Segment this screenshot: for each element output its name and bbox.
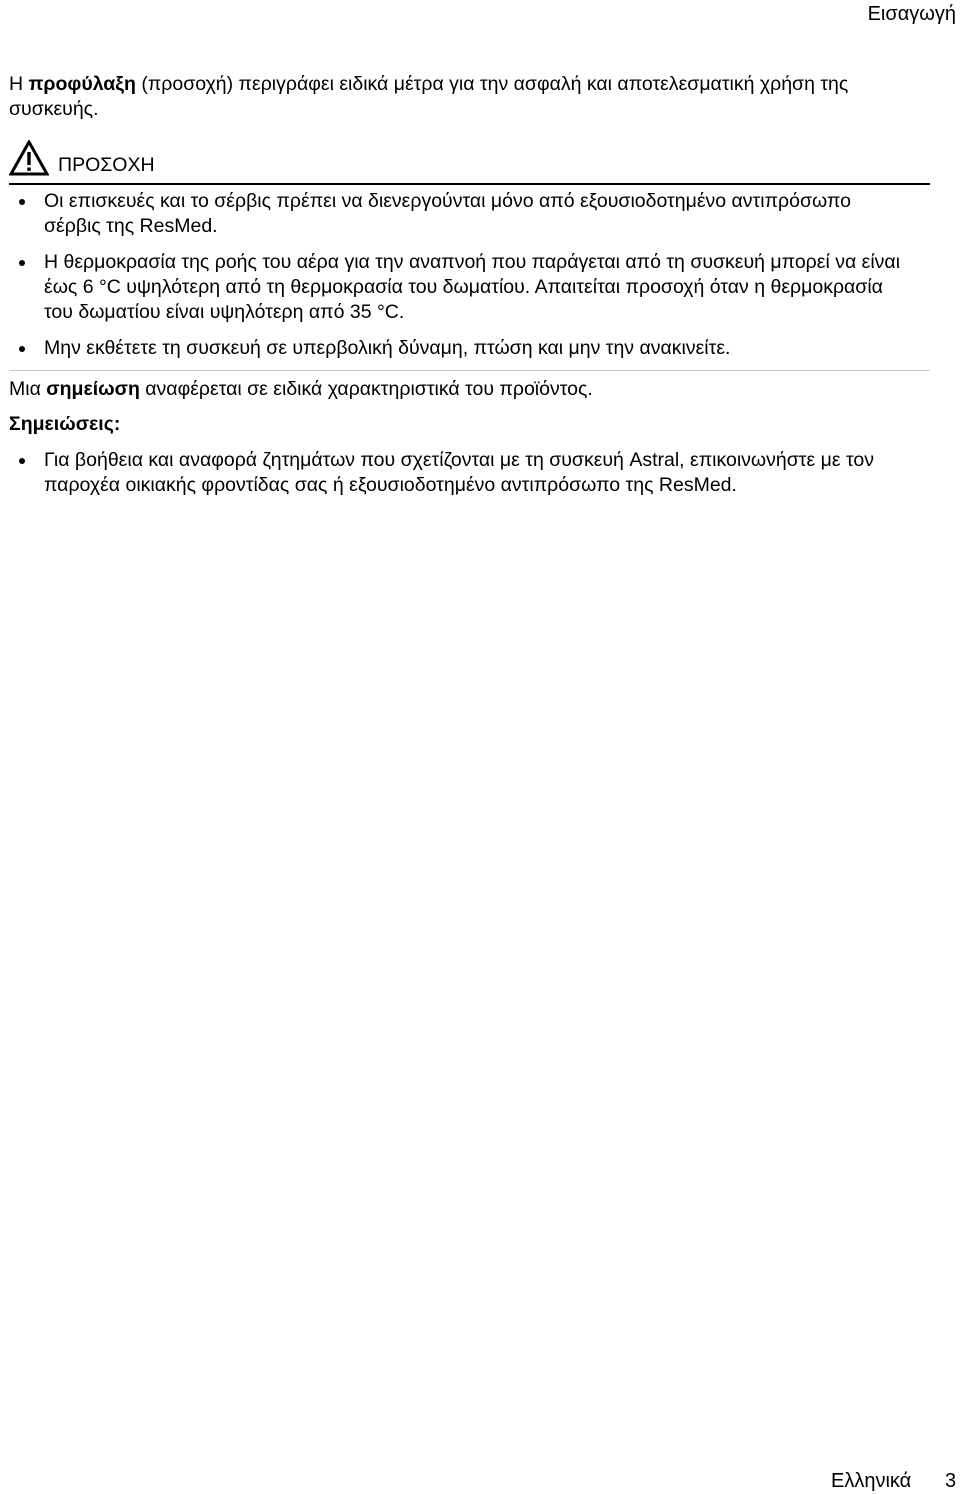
intro-keyword: προφύλαξη — [28, 73, 136, 95]
note-keyword: σημείωση — [46, 378, 140, 400]
bullet-icon — [19, 199, 25, 205]
note-item-text: Για βοήθεια και αναφορά ζητημάτων που σχετίζονται με τη συσκευή Astral, επικοινωνήστε με τον παροχέα οικιακής φροντίδας σας ή εξουσιοδοτημένο αντιπρόσωπο της ResMed. — [44, 449, 874, 496]
caution-definition-paragraph — [9, 72, 909, 122]
bullet-icon — [19, 260, 25, 266]
note-prefix: Μια — [9, 378, 47, 400]
note-suffix: αναφέρεται σε ειδικά χαρακτηριστικά του προϊόντος. — [139, 378, 593, 400]
note-definition-paragraph — [9, 377, 909, 402]
notes-heading: Σημειώσεις: — [9, 413, 121, 435]
caution-item-text: Οι επισκευές και το σέρβις πρέπει να διενεργούνται μόνο από εξουσιοδοτημένο αντιπρόσωπο σέρβις της ResMed. — [44, 190, 851, 237]
caution-list — [9, 189, 909, 372]
caution-header — [9, 140, 930, 186]
bullet-icon — [19, 458, 25, 464]
footer-page-number: 3 — [945, 1470, 957, 1492]
intro-prefix: Η — [9, 73, 29, 95]
caution-item-text: Μην εκθέτετε τη συσκευή σε υπερβολική δύναμη, πτώση και μην την ανακινείτε. — [44, 337, 731, 359]
caution-item — [9, 336, 909, 361]
caution-bottom-divider — [9, 370, 930, 371]
bullet-icon — [19, 346, 25, 352]
notes-list — [9, 448, 909, 498]
caution-item — [9, 250, 909, 325]
caution-item-text: Η θερμοκρασία της ροής του αέρα για την αναπνοή που παράγεται από τη συσκευή μπορεί να είναι έως 6 °C υψηλότερη από τη θερμοκρασία του δωματίου. Απαιτείται προσοχή όταν η θερμοκρασία του δωματίου είναι υψηλότερη από 35 °C. — [44, 251, 901, 323]
caution-item — [9, 189, 909, 239]
warning-triangle-icon — [9, 140, 49, 176]
intro-suffix: (προσοχή) περιγράφει ειδικά μέτρα για την ασφαλή και αποτελεσματική χρήση της συσκευής. — [9, 73, 849, 120]
note-item — [9, 448, 909, 498]
section-header-title: Εισαγωγή — [867, 3, 956, 25]
caution-title: ΠΡΟΣΟΧΗ — [58, 154, 155, 176]
caution-top-divider — [9, 183, 930, 185]
footer-language: Ελληνικά — [831, 1470, 912, 1492]
